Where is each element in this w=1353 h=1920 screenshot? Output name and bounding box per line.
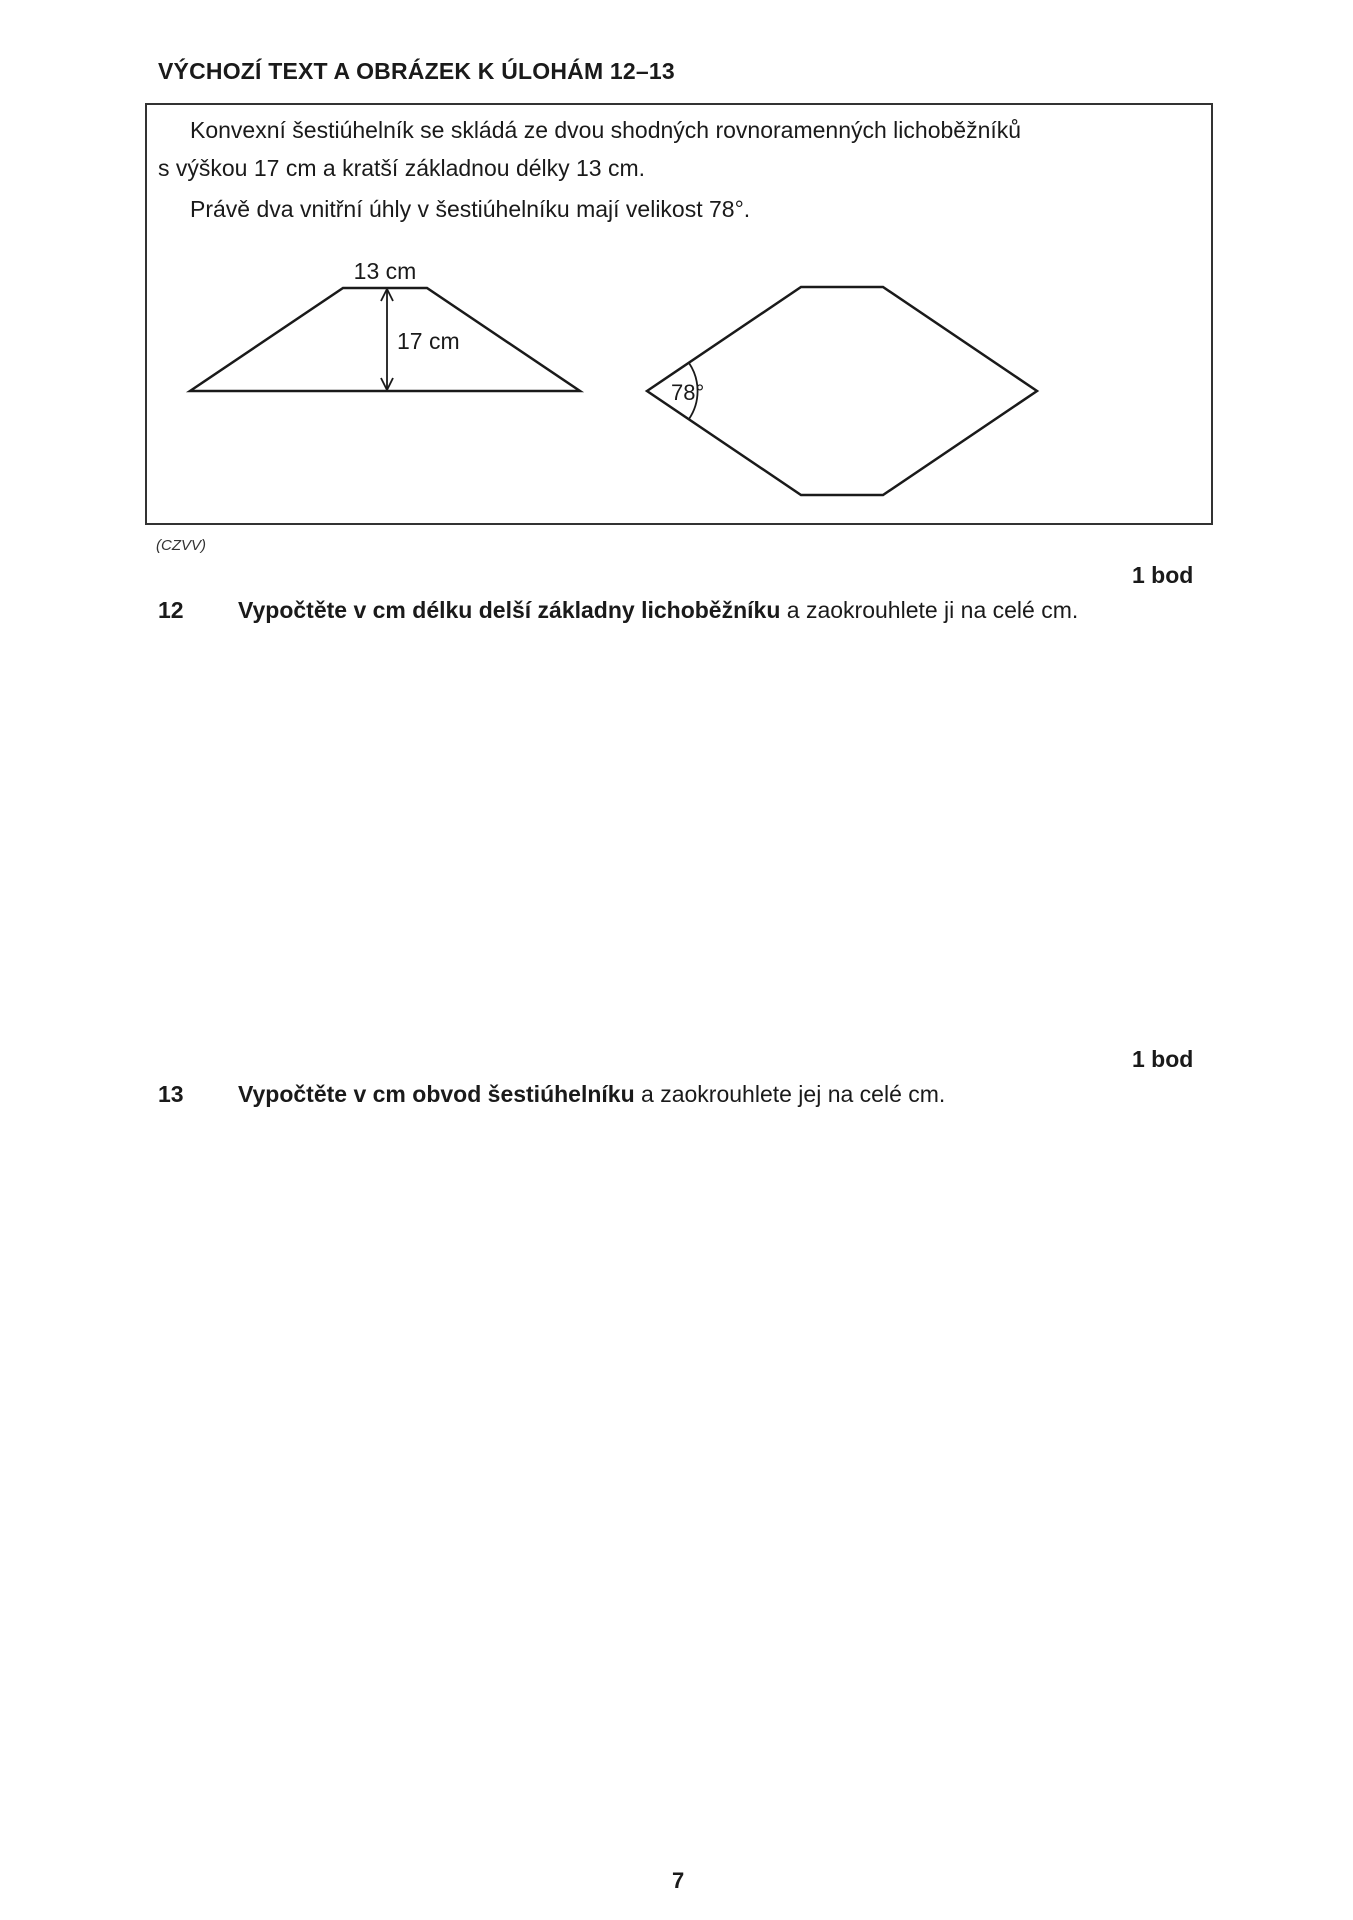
hexagon-shape xyxy=(647,287,1037,495)
problem-box xyxy=(145,103,1213,525)
intro-line-3: Právě dva vnitřní úhly v šestiúhelníku mají velikost 78°. xyxy=(190,196,751,222)
intro-line-2: s výškou 17 cm a kratší základnou délky 13 cm. xyxy=(158,155,646,181)
trapezoid-shape xyxy=(190,288,580,391)
task-12-number: 12 xyxy=(158,597,184,623)
trapezoid-top-label: 13 cm xyxy=(353,258,417,284)
task-13-bold: Vypočtěte v cm obvod šestiúhelníku xyxy=(238,1081,635,1107)
source-note: (CZVV) xyxy=(156,537,206,554)
trapezoid-height-label: 17 cm xyxy=(397,328,460,354)
task-12-rest: a zaokrouhlete ji na celé cm. xyxy=(780,597,1079,623)
section-title: VÝCHOZÍ TEXT A OBRÁZEK K ÚLOHÁM 12–13 xyxy=(158,58,675,84)
task-13-points: 1 bod xyxy=(1132,1046,1194,1072)
task-12-text xyxy=(238,592,1098,629)
task-12-points: 1 bod xyxy=(1132,562,1194,588)
hexagon-angle-label: 78° xyxy=(671,380,705,405)
task-12-bold: Vypočtěte v cm délku delší základny lichoběžníku xyxy=(238,597,781,623)
task-13-number: 13 xyxy=(158,1081,184,1107)
intro-line-1: Konvexní šestiúhelník se skládá ze dvou shodných rovnoramenných lichoběžníků xyxy=(190,117,1022,143)
task-13-text xyxy=(238,1076,1198,1113)
page-number: 7 xyxy=(672,1868,685,1893)
geometry-figure xyxy=(147,105,1211,523)
task-13-rest: a zaokrouhlete jej na celé cm. xyxy=(634,1081,946,1107)
